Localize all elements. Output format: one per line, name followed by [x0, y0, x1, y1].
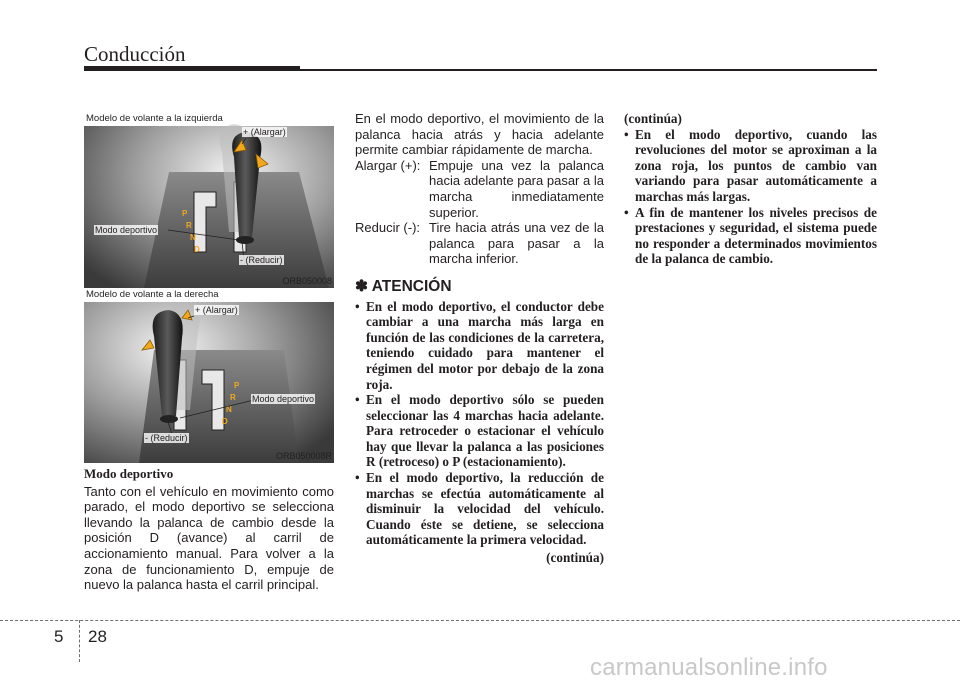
watermark: carmanualsonline.info [590, 654, 828, 681]
gate-letter-n: N [226, 405, 232, 414]
paragraph: En el modo deportivo, el movimiento de la palanca hacia atrás y hacia adelante permite cambiar rápidamente de marcha. [355, 111, 604, 158]
figure-code: ORB050008 [282, 276, 332, 286]
list-item: • En el modo deportivo, la reducción de marchas se efectúa automáticamente al disminuir la velocidad del vehículo. Cuando éste se detiene, se selecciona automáticamente la primera velocidad. [355, 470, 604, 548]
definition-alargar [355, 158, 604, 220]
list-item: • En el modo deportivo, cuando las revoluciones del motor se aproximan a la zona roja, los puntos de cambio van variando para pasar automáticamente a marchas más largas. [624, 127, 877, 205]
list-item: • En el modo deportivo, el conductor debe cambiar a una marcha más larga en función de las condiciones de la carretera, teniendo cuidado para mantener el régimen del motor por debajo de la zona roja. [355, 299, 604, 393]
label-alargar: + (Alargar) [195, 305, 238, 315]
gear-shifter-illustration-lhd [84, 112, 334, 288]
definition-term: Alargar (+): [355, 157, 421, 173]
gate-letter-d: D [194, 245, 200, 254]
section-number: 5 [54, 627, 64, 646]
figure-left-hand-drive [84, 112, 334, 288]
gate-letter-n: N [190, 233, 196, 242]
paragraph: Tanto con el vehículo en movimiento como parado, el modo deportivo se selecciona llevando la palanca de cambio desde la posición D (avance) al carril de accionamiento manual. Para volver a la zona de funcionamiento D, empuje de nuevo la palanca hasta el carril principal. [84, 483, 334, 593]
gate-letter-p: P [234, 381, 240, 390]
header-rule-thin [300, 69, 877, 71]
definition-reducir [355, 220, 604, 267]
gate-letter-p: P [182, 209, 188, 218]
header-rule [84, 66, 300, 71]
definition-desc: Tire hacia atrás una vez de la palanca para pasar a la marcha inferior. [429, 220, 604, 267]
page-number: 28 [88, 627, 107, 646]
column-3 [624, 111, 877, 267]
attention-list [355, 299, 604, 549]
label-modo-deportivo: Modo deportivo [95, 225, 158, 235]
figure-code: ORB050008R [275, 451, 332, 461]
continues-label: (continúa) [546, 550, 604, 566]
label-modo-deportivo: Modo deportivo [252, 394, 315, 404]
figure-caption: Modelo de volante a la derecha [86, 289, 219, 300]
figure-caption: Modelo de volante a la izquierda [86, 113, 223, 124]
section-title: Modo deportivo [84, 466, 174, 481]
list-item: • En el modo deportivo sólo se pueden seleccionar las 4 marchas hacia adelante. Para retroceder o estacionar el vehículo hay que llevar la palanca a las posiciones R (retroceso) o P (estacionamiento). [355, 392, 604, 470]
definition-term: Reducir (-): [355, 220, 421, 236]
footer-divider [0, 620, 960, 621]
attention-title: ✽ ATENCIÓN [355, 277, 452, 295]
label-alargar: + (Alargar) [243, 127, 286, 137]
page-header-title: Conducción [84, 42, 186, 66]
figure-right-hand-drive [84, 288, 334, 463]
continued-label: (continúa) [624, 111, 682, 126]
gate-letter-r: R [230, 393, 236, 402]
gate-letter-r: R [186, 221, 192, 230]
column-2 [355, 111, 604, 566]
list-item: • A fin de mantener los niveles precisos de prestaciones y seguridad, el sistema puede no responder a determinados movimientos de la palanca de cambio. [624, 205, 877, 267]
footer-divider-vertical [79, 620, 80, 662]
column-1 [84, 466, 334, 593]
label-reducir: - (Reducir) [145, 433, 188, 443]
attention-list-continued [624, 127, 877, 267]
definition-desc: Empuje una vez la palanca hacia adelante para pasar a la marcha inmediatamente superior. [429, 157, 604, 220]
gate-letter-d: D [222, 417, 228, 426]
label-reducir: - (Reducir) [240, 255, 283, 265]
